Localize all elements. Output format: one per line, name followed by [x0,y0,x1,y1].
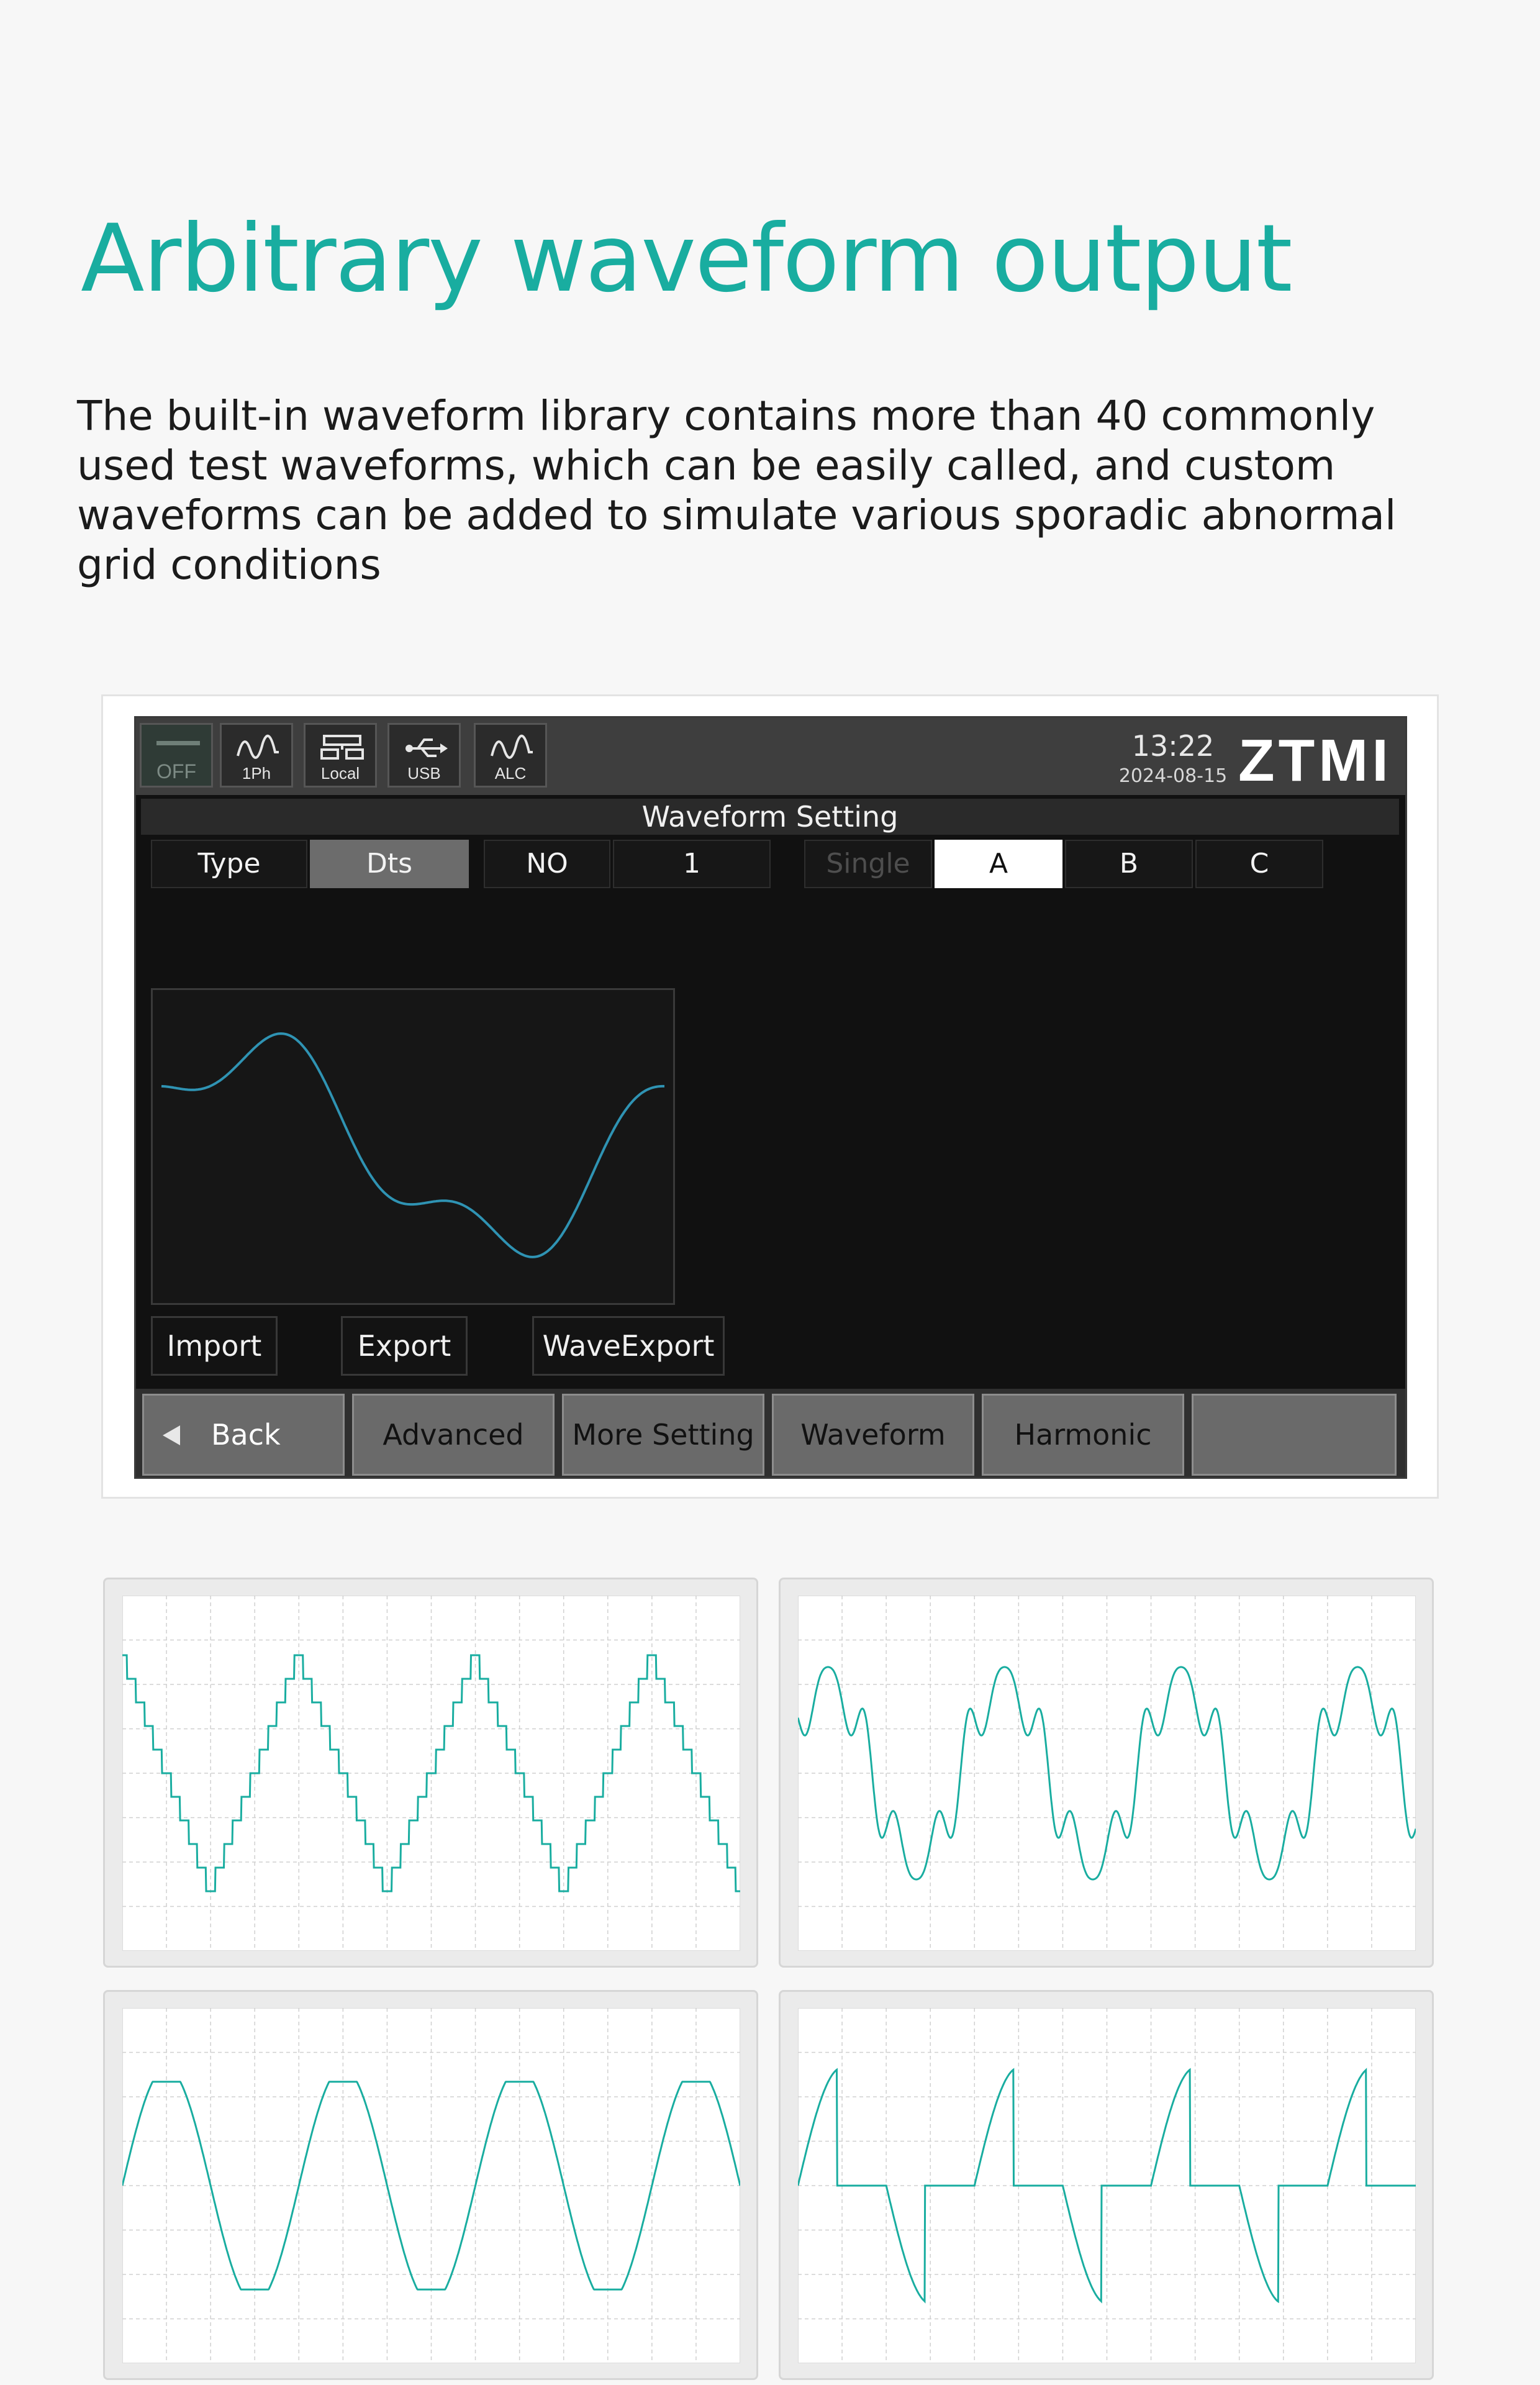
phase-a-tab[interactable]: A [935,840,1062,888]
wave-export-button[interactable]: WaveExport [532,1316,725,1376]
usb-icon [404,731,448,766]
brand-logo: ZTMI [1238,727,1392,794]
sine-wave-icon [237,731,280,766]
harmonic-button[interactable]: Harmonic [982,1394,1184,1476]
waveform-button[interactable]: Waveform [772,1394,974,1476]
softkey-bar [136,1389,1405,1479]
control-mode-indicator[interactable] [304,723,377,788]
type-label: Type [151,840,307,888]
panel-title: Waveform Setting [141,799,1399,835]
page-description: The built-in waveform library contains more than 40 commonly used test waveforms, which can be easily called, and custom waveforms can be added to simulate various sporadic abnormal grid conditions [77,392,1397,589]
back-button-label: Back [211,1418,281,1451]
page-title: Arbitrary waveform output [81,205,1292,313]
control-mode-label: Local [320,764,360,783]
power-bar-icon [156,731,200,756]
number-value[interactable]: 1 [613,840,771,888]
interface-indicator[interactable] [387,723,461,788]
alc-label: ALC [494,764,527,783]
alc-indicator[interactable] [474,723,547,788]
interface-label: USB [407,764,441,783]
import-button[interactable]: Import [151,1316,278,1376]
wave-sample-card [103,1578,758,1968]
advanced-button[interactable]: Advanced [352,1394,555,1476]
wave-sample-card [779,1990,1434,2380]
phase-mode-indicator[interactable] [220,723,293,788]
back-arrow-icon [163,1425,180,1445]
back-button[interactable] [142,1394,345,1476]
wave-sample-clipped-sine [122,2008,740,2363]
wave-sample-card [779,1578,1434,1968]
wave-sample-pulse [798,2008,1416,2363]
waveform-preview [151,988,675,1305]
phase-b-tab[interactable]: B [1065,840,1193,888]
wave-sample-stepped-triangle [122,1596,740,1951]
status-bar [136,718,1405,795]
device-screen [134,716,1407,1479]
alc-wave-icon [491,731,534,766]
output-off-indicator[interactable] [140,723,213,788]
clock-date: 2024-08-15 [1118,765,1228,787]
clock-time: 13:22 [1131,729,1215,763]
type-value-dts[interactable]: Dts [310,840,469,888]
wave-sample-harmonic-sine [798,1596,1416,1951]
number-label: NO [484,840,610,888]
waveform-preview-plot [153,990,673,1303]
output-state-label: OFF [156,760,196,783]
more-setting-button[interactable]: More Setting [562,1394,764,1476]
phase-mode-label: 1Ph [242,764,271,783]
local-network-icon [320,731,364,766]
wave-sample-card [103,1990,758,2380]
single-mode-button[interactable]: Single [804,840,932,888]
empty-softkey[interactable] [1192,1394,1397,1476]
export-button[interactable]: Export [341,1316,468,1376]
phase-c-tab[interactable]: C [1195,840,1323,888]
waveform-preview-trace [161,1034,664,1257]
